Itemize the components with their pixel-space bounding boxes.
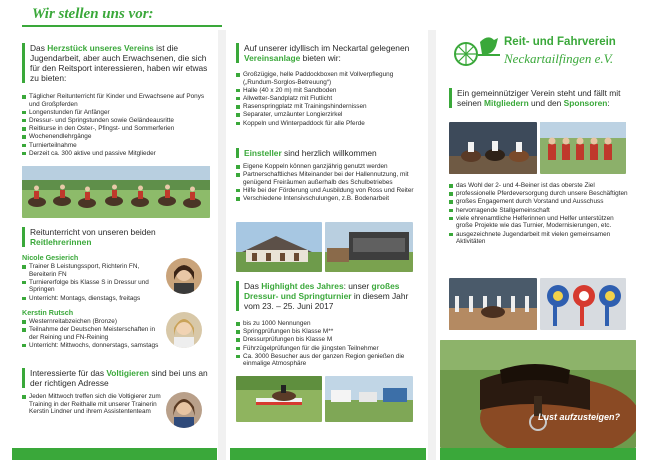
ribbons-illustration <box>540 278 626 330</box>
trainer-2-list <box>22 318 162 350</box>
teachers-heading-bold: Reitlehrerinnen <box>30 237 92 247</box>
list-item: Unterricht: Montags, dienstags, freitags <box>22 295 162 303</box>
club-logo <box>452 32 504 68</box>
team-illustration <box>540 122 626 174</box>
volt-list <box>22 393 162 416</box>
list-item: Verschiedene Intensivschulungen, z.B. Bodenarbeit <box>236 195 416 203</box>
list-item: Reitkurse in den Oster-, Pfingst- und Sommerferien <box>22 125 212 133</box>
list-item: professionelle Pferdeversorgung durch unsere Beschäftigten <box>449 190 631 198</box>
highlight-heading <box>236 281 424 311</box>
verein-heading-post: : <box>607 98 610 108</box>
volt-heading-bold: Voltigieren <box>106 368 149 378</box>
club-name: Reit- und Fahrverein <box>504 36 616 48</box>
title-underline <box>22 25 222 27</box>
trainer-3-avatar <box>166 392 202 428</box>
list-item: Allwetter-Sandplatz mit Flutlicht <box>236 95 416 103</box>
page-header <box>0 0 650 30</box>
saddle-horse-illustration <box>440 340 636 448</box>
list-item: viele ehrenamtliche Helferinnen und Helfer unterstützen große Projekte wie das Turnier, Modernisierungen, etc. <box>449 215 631 230</box>
list-item: Longenstunden für Anfänger <box>22 109 212 117</box>
list-item: Dressur- und Springstunden sowie Geländeausritte <box>22 117 212 125</box>
volt-heading-post: sind bei uns an der richtigen Adresse <box>30 368 208 388</box>
list-item: Koppeln und Winterpaddock für alle Pferde <box>236 120 416 128</box>
indoor-arena-illustration <box>449 278 537 330</box>
column-1-footer-bar <box>12 448 217 460</box>
team-photo <box>540 122 626 174</box>
list-item: Springprüfungen bis Klasse M** <box>236 328 416 336</box>
facility-heading-post: bieten wir: <box>300 53 341 63</box>
intro-text-post: ist die Jugendarbeit, aber auch Erwachsenen, die sich für den Reitsport interessieren, haben wir etwas zu bieten: <box>30 43 208 83</box>
list-item: Ca. 3000 Besucher aus der ganzen Region genießen die einmalige Atmosphäre <box>236 353 416 368</box>
trainer-3-portrait <box>166 392 202 428</box>
intro-text-bold: Herzstück unseres Vereins <box>47 43 154 53</box>
riders-group-photo <box>22 166 210 218</box>
list-item: Hilfe bei der Förderung und Ausbildung von Ross und Reiter <box>236 187 416 195</box>
tournament-ground-illustration <box>325 376 413 422</box>
ribbons-photo <box>540 278 626 330</box>
facility-heading-pre: Auf unserer idyllisch im Neckartal gelegenen <box>244 43 410 53</box>
list-item: Teilnahme der Deutschen Meisterschaften in der Reining und FN-Reining <box>22 326 162 341</box>
verein-heading <box>449 88 640 108</box>
arena-illustration <box>325 222 413 272</box>
highlight-heading-pre: Das <box>244 281 262 291</box>
list-item: Trainer B Leistungssport, Richterin FN, Bereiterin FN <box>22 263 162 278</box>
list-item: Jeden Mittwoch treffen sich die Voltigierer zum Training in der Reithalle mit unserer Trainerin Kerstin Lindner und ihrem Assistententeam <box>22 393 162 416</box>
volt-heading <box>22 368 215 388</box>
list-item: Täglicher Reitunterricht für Kinder und Erwachsene auf Ponys und Großpferden <box>22 93 212 108</box>
teachers-heading <box>22 227 215 247</box>
show-jumping-photo <box>236 376 322 422</box>
trainer-1-portrait <box>166 258 202 294</box>
riders-group-illustration <box>22 166 210 218</box>
facility-heading <box>236 43 424 63</box>
verein-heading-pre: Ein gemeinnütziger Verein steht und fällt mit seinen <box>457 88 621 108</box>
trainer-1-list <box>22 263 162 303</box>
list-item: Halle (40 x 20 m) mit Sandboden <box>236 87 416 95</box>
column-divider <box>428 30 436 460</box>
carriage-logo-icon <box>452 32 504 68</box>
list-item: Westernreitabzeichen (Bronze) <box>22 318 162 326</box>
teachers-heading-pre: Reitunterricht von unseren beiden <box>30 227 156 237</box>
einsteller-list <box>236 163 416 203</box>
list-item: hervorragende Stallgemeinschaft <box>449 207 631 215</box>
award-ceremony-photo <box>449 122 537 174</box>
list-item: Großzügige, helle Paddockboxen mit Vollverpflegung („Rundum-Sorglos-Betreuung“) <box>236 71 416 86</box>
club-location: Neckartailfingen e.V. <box>504 51 614 66</box>
list-item: Derzeit ca. 300 aktive und passive Mitglieder <box>22 150 212 158</box>
einsteller-heading-post: sind herzlich willkommen <box>281 148 377 158</box>
trainer-1-avatar <box>166 258 202 294</box>
intro-list <box>22 93 212 158</box>
column-3-footer-bar <box>440 448 636 460</box>
highlight-list <box>236 320 416 369</box>
trainer-name-1: Nicole Gesierich <box>22 253 79 262</box>
verein-heading-bold-1: Mitgliedern <box>484 98 529 108</box>
list-item: ausgezeichnete Jugendarbeit mit vielen gemeinsamen Aktivitäten <box>449 231 631 246</box>
einsteller-heading-bold: Einsteller <box>244 148 282 158</box>
page-title: Wir stellen uns vor: <box>32 6 154 22</box>
arena-photo <box>325 222 413 272</box>
volt-heading-pre: Interessierte für das <box>30 368 107 378</box>
highlight-heading-mid: : unser <box>343 281 372 291</box>
list-item: Unterricht: Mittwochs, donnerstags, samstags <box>22 342 162 350</box>
highlight-heading-bold-1: Highlight des Jahres <box>261 281 344 291</box>
list-item: Turniererfolge bis Klasse S in Dressur und Springen <box>22 279 162 294</box>
list-item: Turnierteilnahme <box>22 142 212 150</box>
list-item: Rasenspringplatz mit Trainingshindernissen <box>236 103 416 111</box>
stables-illustration <box>236 222 322 272</box>
einsteller-heading <box>236 148 424 158</box>
list-item: Wochenendlehrgänge <box>22 133 212 141</box>
trainer-2-avatar <box>166 312 202 348</box>
cta-join[interactable]: Lust aufzusteigen? <box>538 412 621 422</box>
verein-list <box>449 182 631 246</box>
facility-list <box>236 71 416 128</box>
show-jumping-illustration <box>236 376 322 422</box>
tournament-ground-photo <box>325 376 413 422</box>
list-item: das Wohl der 2- und 4-Beiner ist das oberste Ziel <box>449 182 631 190</box>
highlight-heading-bold-2: großes Dressur- und Springturnier <box>244 281 400 301</box>
list-item: Separater, umzäunter Longierzirkel <box>236 111 416 119</box>
intro-text-pre: Das <box>30 43 48 53</box>
intro-heading <box>22 43 215 83</box>
facility-heading-bold: Vereinsanlage <box>244 53 301 63</box>
list-item: großes Engagement durch Vorstand und Ausschuss <box>449 198 631 206</box>
list-item: Dressurprüfungen bis Klasse M <box>236 336 416 344</box>
list-item: Führzügelprüfungen für die jüngsten Teilnehmer <box>236 345 416 353</box>
verein-heading-mid: und den <box>528 98 564 108</box>
trainer-name-2: Kerstin Rutsch <box>22 308 74 317</box>
highlight-heading-post: in diesem Jahr vom 23. – 25. Juni 2017 <box>244 291 409 311</box>
indoor-arena-photo <box>449 278 537 330</box>
stables-photo <box>236 222 322 272</box>
list-item: bis zu 1000 Nennungen <box>236 320 416 328</box>
list-item: Eigene Koppeln können ganzjährig genutzt werden <box>236 163 416 171</box>
list-item: Partnerschaftliches Miteinander bei der Hallennutzung, mit genügend Freiräumen außerhalb des Schulbetriebes <box>236 171 416 186</box>
award-ceremony-illustration <box>449 122 537 174</box>
trainer-2-portrait <box>166 312 202 348</box>
verein-heading-bold-2: Sponsoren <box>563 98 608 108</box>
saddle-horse-photo <box>440 340 636 448</box>
column-divider <box>218 30 226 460</box>
column-2-footer-bar <box>230 448 426 460</box>
